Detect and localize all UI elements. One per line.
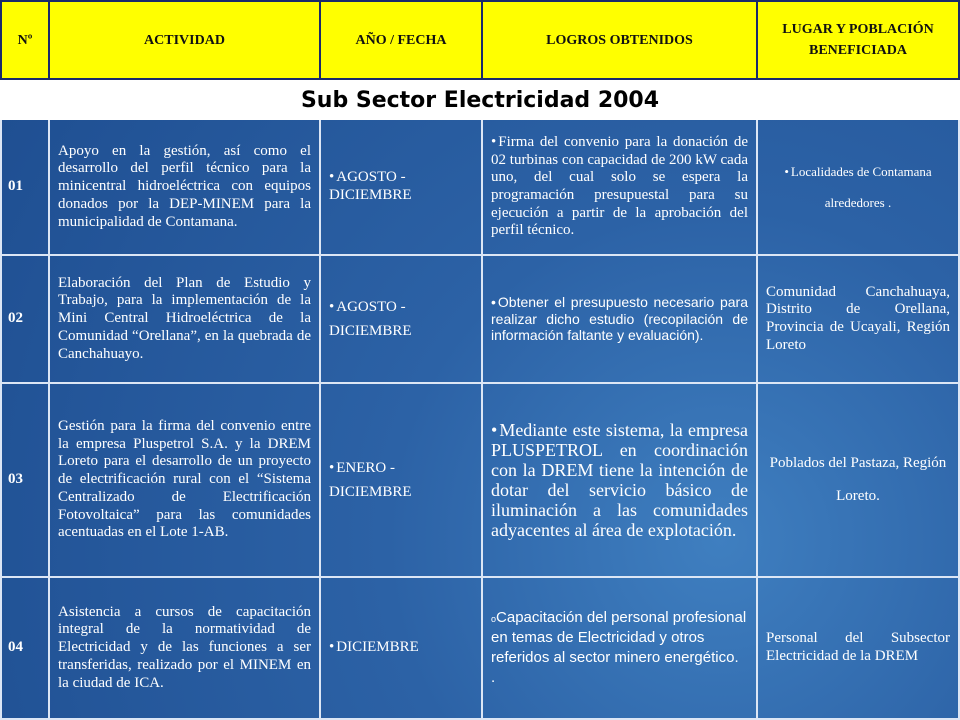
row-actividad: Apoyo en la gestión, así como el desarrollo del perfil técnico para la minicentral hidroeléctrica con equipos donados por la DEP-MINEM para la municipalidad de Contamana. — [50, 120, 321, 256]
row-actividad: Elaboración del Plan de Estudio y Trabajo, para la implementación de la Mini Central Hidroeléctrica de la Comunidad “Orellana”, en la quebrada de Canchahuayo. — [50, 256, 321, 384]
table-row — [0, 256, 960, 384]
table-row — [0, 578, 960, 720]
row-logros: • Firma del convenio para la donación de 02 turbinas con capacidad de 200 kW cada uno, del cual solo se espera la programación presupuestal para su ejecución a partir de la aprobación del perfil técnico. — [483, 120, 758, 256]
row-lugar: Comunidad Canchahuaya, Distrito de Orellana, Provincia de Ucayali, Región Loreto — [758, 256, 960, 384]
row-number: 04 — [0, 578, 50, 720]
header-logros: LOGROS OBTENIDOS — [483, 0, 758, 80]
table-row — [0, 384, 960, 578]
header-fecha: AÑO / FECHA — [321, 0, 483, 80]
section-title-bar — [0, 80, 960, 120]
header-lugar: LUGAR Y POBLACIÓN BENEFICIADA — [758, 0, 960, 80]
row-fecha: • DICIEMBRE — [321, 578, 483, 720]
row-number: 02 — [0, 256, 50, 384]
row-fecha: • ENERO - DICIEMBRE — [321, 384, 483, 578]
circle-bullet-icon: o — [491, 613, 497, 624]
header-actividad: ACTIVIDAD — [50, 0, 321, 80]
row-actividad: Asistencia a cursos de capacitación integral de la normatividad de Electricidad y de las funciones a ser transferidas, realizado por el MINEM en la ciudad de ICA. — [50, 578, 321, 720]
logros-extra: . — [491, 669, 496, 687]
row-number: 03 — [0, 384, 50, 578]
row-logros — [483, 578, 758, 720]
row-lugar: Personal del Subsector Electricidad de la DREM — [758, 578, 960, 720]
row-actividad: Gestión para la firma del convenio entre la empresa Pluspetrol S.A. y la DREM Loreto para el desarrollo de un proyecto de electrificación rural con el “Sistema Centralizado de Electrificación Fotovoltaica” para las comunidades acentuadas en el Lote 1-AB. — [50, 384, 321, 578]
row-fecha: • AGOSTO - DICIEMBRE — [321, 256, 483, 384]
table-row — [0, 120, 960, 256]
table-body — [0, 120, 960, 720]
header-num: Nº — [0, 0, 50, 80]
row-lugar: • Localidades de Contamana alrededores . — [758, 120, 960, 256]
table-header — [0, 0, 960, 80]
row-logros: • Mediante este sistema, la empresa PLUSPETROL en coordinación con la DREM tiene la intención de dotar del servicio básico de iluminación a las comunidades adyacentes al área de explotación. — [483, 384, 758, 578]
row-logros: • Obtener el presupuesto necesario para realizar dicho estudio (recopilación de información faltante y evaluación). — [483, 256, 758, 384]
row-lugar: Poblados del Pastaza, Región Loreto. — [758, 384, 960, 578]
section-title: Sub Sector Electricidad 2004 — [300, 87, 660, 113]
row-fecha: • AGOSTO - DICIEMBRE — [321, 120, 483, 256]
row-number: 01 — [0, 120, 50, 256]
logros-item: oCapacitación del personal profesional en temas de Electricidad y otros referidos al sector minero energético. — [491, 608, 747, 666]
